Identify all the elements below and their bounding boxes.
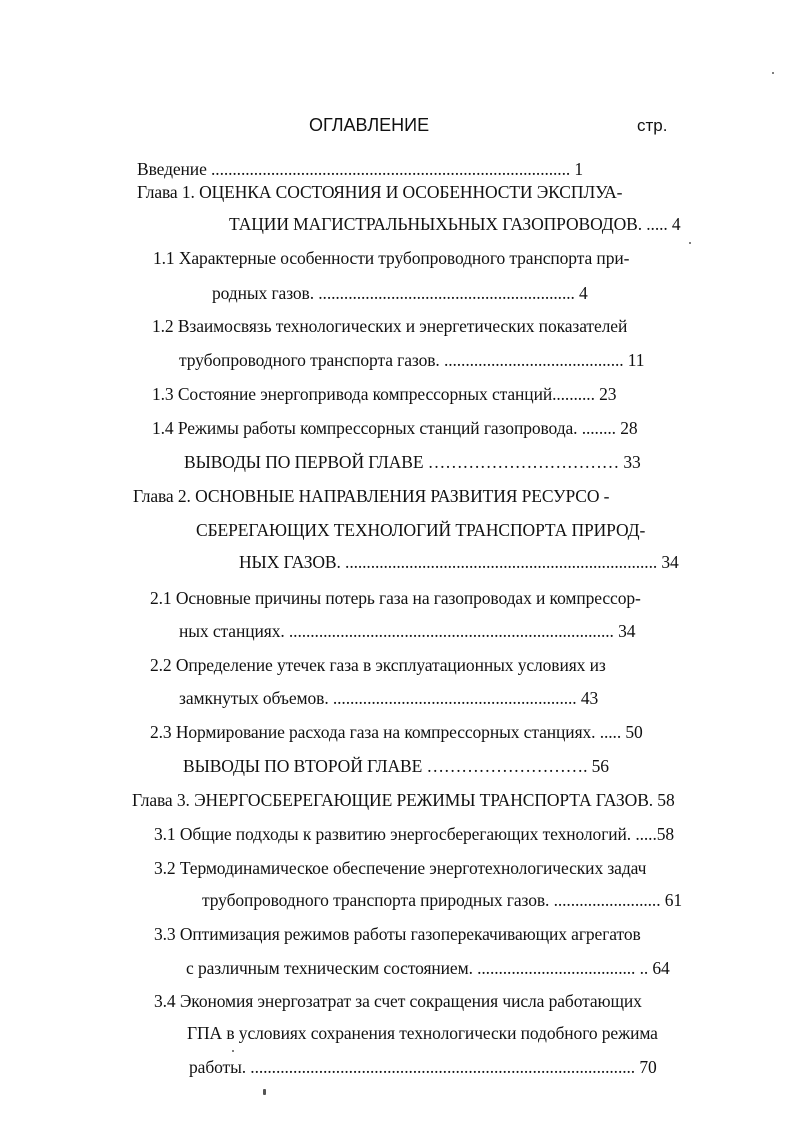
- toc-section-2-2-line-1: 2.2 Определение утечек газа в эксплуатационных условиях из: [150, 655, 606, 675]
- scan-speck: [689, 242, 691, 244]
- toc-chapter-3: Глава 3. ЭНЕРГОСБЕРЕГАЮЩИЕ РЕЖИМЫ ТРАНСПОРТА ГАЗОВ. 58: [132, 790, 675, 810]
- scan-speck: [263, 1089, 266, 1095]
- toc-section-1-4: 1.4 Режимы работы компрессорных станций газопровода. ........ 28: [152, 418, 638, 438]
- toc-chapter-2-line-2: СБЕРЕГАЮЩИХ ТЕХНОЛОГИЙ ТРАНСПОРТА ПРИРОД-: [196, 520, 646, 540]
- toc-section-3-4-line-2: ГПА в условиях сохранения технологически подобного режима: [187, 1023, 658, 1043]
- toc-chapter-1-line-1: Глава 1. ОЦЕНКА СОСТОЯНИЯ И ОСОБЕННОСТИ ЭКСПЛУА-: [137, 182, 623, 202]
- toc-section-1-2-line-2: трубопроводного транспорта газов. .......................................... 11: [179, 350, 645, 370]
- toc-section-3-3-line-2: с различным техническим состоянием. ..................................... .. 64: [186, 958, 670, 978]
- scan-speck: [772, 72, 774, 74]
- toc-section-2-1-line-2: ных станциях. ............................................................................ 34: [179, 621, 636, 641]
- toc-section-1-1-line-1: 1.1 Характерные особенности трубопроводного транспорта при-: [153, 248, 630, 268]
- toc-section-2-1-line-1: 2.1 Основные причины потерь газа на газопроводах и компрессор-: [150, 588, 641, 608]
- toc-section-3-2-line-2: трубопроводного транспорта природных газов. ......................... 61: [202, 890, 683, 910]
- toc-section-1-1-line-2: родных газов. ............................................................ 4: [212, 283, 588, 303]
- toc-section-3-4-line-3: работы. .......................................................................................... 70: [189, 1057, 657, 1077]
- toc-chapter-2-line-3: НЫХ ГАЗОВ. ......................................................................... 34: [239, 552, 679, 572]
- toc-chapter-2-line-1: Глава 2. ОСНОВНЫЕ НАПРАВЛЕНИЯ РАЗВИТИЯ РЕСУРСО -: [133, 486, 610, 506]
- page-column-label: стр.: [637, 116, 668, 135]
- toc-section-2-3: 2.3 Нормирование расхода газа на компрессорных станциях. ..... 50: [150, 722, 643, 742]
- toc-entry-introduction: Введение .................................................................................... 1: [137, 159, 584, 179]
- toc-section-3-1: 3.1 Общие подходы к развитию энергосберегающих технологий. .....58: [154, 824, 675, 844]
- toc-section-3-3-line-1: 3.3 Оптимизация режимов работы газоперекачивающих агрегатов: [154, 924, 641, 944]
- toc-section-1-2-line-1: 1.2 Взаимосвязь технологических и энергетических показателей: [152, 316, 628, 336]
- toc-section-1-3: 1.3 Состояние энергопривода компрессорных станций.......... 23: [152, 384, 617, 404]
- toc-chapter-1-line-2: ТАЦИИ МАГИСТРАЛЬНЫХЬНЫХ ГАЗОПРОВОДОВ. ..... 4: [229, 214, 681, 234]
- scan-speck: [232, 1050, 234, 1052]
- toc-section-2-2-line-2: замкнутых объемов. ......................................................... 43: [179, 688, 599, 708]
- toc-section-3-2-line-1: 3.2 Термодинамическое обеспечение энерготехнологических задач: [154, 858, 647, 878]
- toc-conclusions-1: ВЫВОДЫ ПО ПЕРВОЙ ГЛАВЕ …………………………… 33: [184, 452, 641, 472]
- toc-section-3-4-line-1: 3.4 Экономия энергозатрат за счет сокращения числа работающих: [154, 991, 642, 1011]
- toc-title: ОГЛАВЛЕНИЕ: [309, 115, 430, 135]
- toc-conclusions-2: ВЫВОДЫ ПО ВТОРОЙ ГЛАВЕ ………………………. 56: [183, 756, 609, 776]
